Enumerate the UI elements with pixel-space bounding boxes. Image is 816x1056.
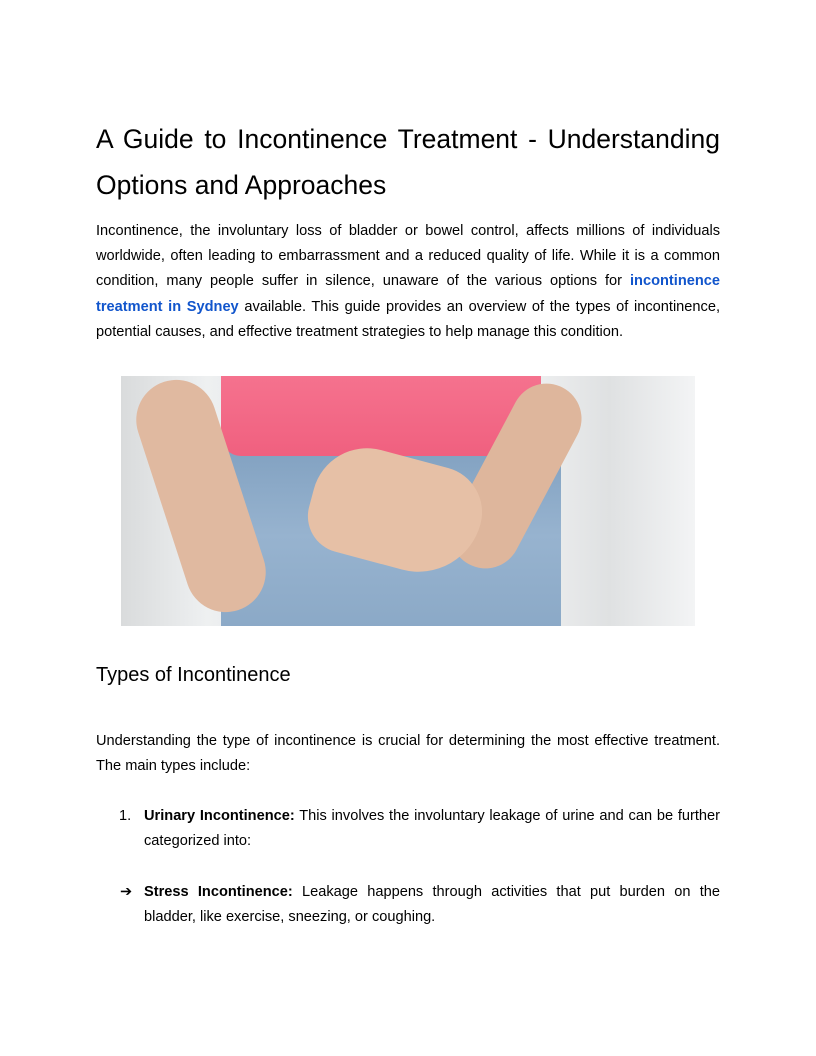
list-number: 1. bbox=[119, 808, 132, 824]
incontinence-treatment-link[interactable]: incontinence treatment in Sydney bbox=[96, 273, 720, 315]
arrow-bullet-icon: ➔ bbox=[120, 884, 133, 900]
incontinence-photo bbox=[121, 376, 695, 626]
intro-text-after: available. This guide provides an overview of the types of incontinence, potential causes, and effective treatment strategies to help manage this condition. bbox=[96, 298, 720, 340]
list-text: This involves the involuntary leakage of urine and can be further categorized into: bbox=[144, 808, 720, 850]
section-intro: Understanding the type of incontinence is crucial for determining the most effective treatment. The main types include: bbox=[96, 733, 720, 775]
sublist-text: Leakage happens through activities that put burden on the bladder, like exercise, sneezing, or coughing. bbox=[144, 884, 721, 926]
intro-paragraph bbox=[96, 219, 720, 345]
sublist-term: Stress Incontinence: bbox=[144, 884, 293, 900]
intro-text: Incontinence, the involuntary loss of bladder or bowel control, affects millions of individuals worldwide, often leading to embarrassment and a reduced quality of life. While it is a common condition, many people suffer in silence, unaware of the various options for bbox=[96, 223, 720, 290]
list-item bbox=[121, 804, 720, 854]
list-term: Urinary Incontinence: bbox=[144, 808, 295, 824]
sublist-item bbox=[121, 880, 720, 930]
section-heading: Types of Incontinence bbox=[96, 664, 291, 686]
document-title: A Guide to Incontinence Treatment - Understanding Options and Approaches bbox=[96, 124, 720, 200]
